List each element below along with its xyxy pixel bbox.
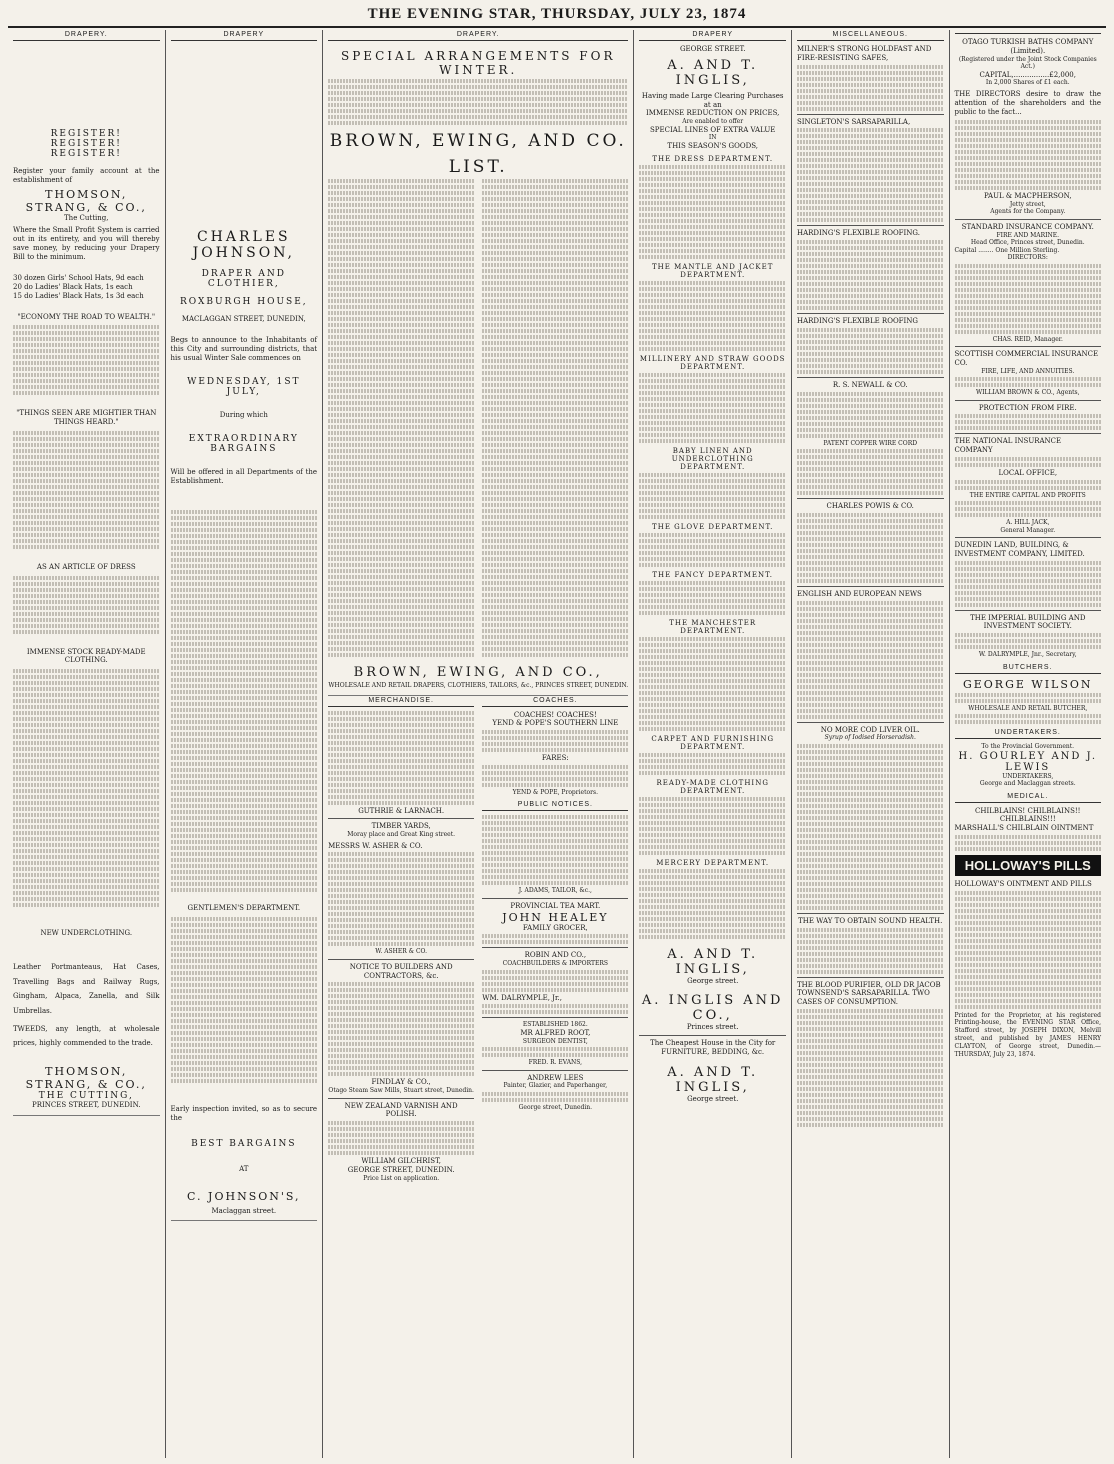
dept-manchester: THE MANCHESTER DEPARTMENT.: [669, 618, 757, 635]
provincial-govt: To the Provincial Government.: [981, 743, 1075, 751]
column-3: [323, 30, 634, 1458]
imprint: Printed for the Proprietor, at his registered Printing-house, the EVENING STAR Office, Stafford street, by JOSEPH DIXON, Melvill street, and published by JAMES HENRY CLAYTON, of George street, Dunedin.—THURSDAY, July 23, 1874.: [954, 1011, 1102, 1058]
firm-name: THOMSON, STRANG, & CO.,: [25, 188, 147, 215]
inglis-lines: SPECIAL LINES OF EXTRA VALUE: [650, 125, 776, 134]
dalrymple-secretary: W. DALRYMPLE, Jnr., Secretary,: [978, 651, 1077, 659]
holloways: HOLLOWAY'S OINTMENT AND PILLS: [954, 879, 1092, 888]
scottish: SCOTTISH COMMERCIAL INSURANCE CO.: [954, 350, 1099, 367]
undertakers-heading: UNDERTAKERS.: [955, 728, 1102, 739]
yend: YEND & POPE'S SOUTHERN LINE: [492, 719, 619, 728]
medical-heading: MEDICAL.: [955, 792, 1102, 803]
column-5: [792, 30, 950, 1458]
syrup: Syrup of Iodised Horseradish.: [824, 734, 916, 742]
johnson-ad: [171, 45, 318, 1221]
johnson-house: ROXBURGH HOUSE,: [179, 297, 308, 307]
inglis-street: GEORGE STREET.: [679, 45, 746, 53]
protection: PROTECTION FROM FIRE.: [978, 403, 1077, 412]
dept-ready: READY-MADE CLOTHING DEPARTMENT.: [656, 778, 769, 795]
masthead: THE EVENING STAR, THURSDAY, JULY 23, 1874: [8, 6, 1106, 28]
thomson-strang-ad: [13, 45, 160, 1116]
signature-place: THE CUTTING,: [38, 1090, 134, 1101]
dept-baby: BABY LINEN AND UNDERCLOTHING DEPARTMENT.: [671, 446, 754, 471]
inglis-intro: Having made Large Clearing Purchases at an: [641, 91, 784, 109]
registered: (Registered under the Joint Stock Companies Act.): [958, 55, 1097, 70]
hill-2: General Manager.: [1000, 526, 1056, 534]
fares: FARES:: [541, 754, 569, 762]
public-heading: PUBLIC NOTICES.: [482, 800, 628, 811]
johnson-sign-street: Maclaggan street.: [211, 1206, 277, 1215]
notice: NOTICE TO BUILDERS AND CONTRACTORS, &c.: [349, 962, 453, 980]
capital-2: Capital ........ One Million Sterling.: [954, 246, 1060, 254]
register-intro: Register your family account at the establishment of: [13, 167, 160, 185]
johnson-early: Early inspection invited, so as to secure the: [170, 1104, 318, 1122]
lees-3: George street, Dunedin.: [518, 1103, 593, 1111]
johnson-offered: Will be offered in all Departments of the Establishment.: [170, 467, 318, 485]
hill: A. HILL JACK,: [1006, 519, 1050, 527]
inglis-footer-3b: George street.: [687, 1094, 739, 1103]
johnson-at: AT: [239, 1164, 249, 1173]
asher-2: W. ASHER & CO.: [375, 948, 428, 956]
local-office: LOCAL OFFICE,: [998, 468, 1058, 477]
price-list-note: Price List on application.: [363, 1174, 440, 1182]
root: MR ALFRED ROOT,: [520, 1028, 591, 1037]
turkish-baths: OTAGO TURKISH BATHS COMPANY (Limited).: [962, 38, 1094, 55]
coaches-heading: COACHES.: [482, 696, 628, 707]
dept-mercery: MERCERY DEPARTMENT.: [656, 858, 770, 867]
sound-health: THE WAY TO OBTAIN SOUND HEALTH.: [798, 916, 943, 925]
newall: R. S. NEWALL & CO.: [832, 380, 908, 389]
paul: PAUL & MACPHERSON,: [983, 192, 1072, 201]
dept-dress: THE DRESS DEPARTMENT.: [652, 154, 774, 163]
column-4: [634, 30, 792, 1458]
brown-ewing-footer: BROWN, EWING, AND CO.,: [353, 665, 603, 680]
timber-2: Moray place and Great King street.: [347, 831, 456, 838]
inglis-footer-3: A. AND T. INGLIS,: [667, 1064, 759, 1095]
national: THE NATIONAL INSURANCE COMPANY: [954, 437, 1062, 455]
robin: ROBIN AND CO.,: [524, 951, 587, 960]
directors-text: THE DIRECTORS desire to draw the attention of the shareholders and the public to the fact...: [954, 89, 1102, 116]
column-heading: DRAPERY: [639, 30, 786, 41]
column-1: [8, 30, 166, 1458]
entire-capital: THE ENTIRE CAPITAL AND PROFITS: [969, 491, 1086, 499]
healey: JOHN HEALEY: [502, 910, 609, 924]
inglis-reduction: IMMENSE REDUCTION ON PRICES,: [646, 109, 780, 118]
inglis-footer-2b: Princes street.: [686, 1023, 739, 1032]
paul-2: Jetty street,: [1009, 200, 1046, 208]
inglis-in: IN: [708, 134, 717, 142]
cod-liver: NO MORE COD LIVER OIL.: [820, 725, 920, 734]
yend-2: YEND & POPE, Proprietors.: [512, 788, 598, 796]
inglis-footer-2: A. INGLIS AND CO.,: [641, 993, 784, 1024]
established: ESTABLISHED 1862.: [522, 1021, 588, 1029]
powis: CHARLES POWIS & CO.: [826, 502, 914, 510]
wire-cord: PATENT COPPER WIRE CORD: [823, 439, 918, 447]
reid: CHAS. REID, Manager.: [992, 335, 1063, 343]
johnson-best: BEST BARGAINS: [191, 1138, 297, 1149]
varnish: NEW ZEALAND VARNISH AND POLISH.: [344, 1101, 458, 1119]
harding: HARDING'S FLEXIBLE ROOFING.: [796, 229, 920, 238]
directors: DIRECTORS:: [1007, 254, 1048, 262]
column-heading: DRAPERY.: [13, 30, 160, 41]
merch-heading: MERCHANDISE.: [328, 696, 474, 707]
dept-fancy: THE FANCY DEPARTMENT.: [652, 570, 774, 579]
wilson: GEORGE WILSON: [962, 677, 1093, 691]
hat-line: 30 dozen Girls' School Hats, 9d each: [13, 274, 144, 283]
capital: CAPITAL,................£2,000,: [979, 70, 1076, 79]
column-heading: DRAPERY.: [328, 30, 628, 41]
gourley-2: UNDERTAKERS,: [1002, 772, 1054, 780]
inglis-footer-1b: George street.: [687, 976, 739, 985]
robin-2: COACHBUILDERS & IMPORTERS: [502, 960, 609, 967]
brown-agents: WILLIAM BROWN & CO., Agents,: [975, 389, 1080, 397]
findlay: FINDLAY & CO.,: [371, 1078, 431, 1087]
johnson-street: MACLAGGAN STREET, DUNEDIN,: [181, 315, 306, 323]
gilchrist: WILLIAM GILCHRIST,: [361, 1157, 441, 1165]
dept-glove: THE GLOVE DEPARTMENT.: [652, 522, 774, 531]
column-heading: MISCELLANEOUS.: [797, 30, 944, 41]
fire-life: FIRE, LIFE, AND ANNUITIES.: [981, 367, 1075, 375]
milner: MILNER'S STRONG HOLDFAST AND FIRE-RESISTING SAFES,: [796, 45, 932, 62]
harding-2: HARDING'S FLEXIBLE ROOFING: [796, 317, 919, 325]
special-heading: SPECIAL ARRANGEMENTS FOR WINTER.: [341, 49, 616, 77]
hats-list: [13, 274, 160, 300]
butchers-heading: BUTCHERS.: [955, 663, 1102, 674]
furniture: FURNITURE, BEDDING, &c.: [661, 1047, 765, 1056]
economy-heading: "ECONOMY THE ROAD TO WEALTH.": [17, 312, 156, 321]
blood-purifier: THE BLOOD PURIFIER, OLD DR JACOB TOWNSEND'S SARSAPARILLA. TWO CASES OF CONSUMPTION.: [796, 980, 941, 1006]
cheapest: The Cheapest House in the City for: [650, 1039, 776, 1047]
inglis-firm: A. AND T. INGLIS,: [667, 57, 759, 88]
inglis-footer-1: A. AND T. INGLIS,: [667, 946, 759, 977]
wholesale-butcher: WHOLESALE AND RETAIL BUTCHER,: [968, 704, 1088, 712]
price-list: [328, 177, 628, 659]
shares: In 2,000 Shares of £1 each.: [985, 79, 1070, 87]
lees-2: Painter, Glazier, and Paperhanger,: [503, 1082, 608, 1090]
sarsaparilla: SINGLETON'S SARSAPARILLA,: [796, 117, 911, 126]
inglis-goods: THIS SEASON'S GOODS,: [667, 141, 758, 150]
footer-text-1: Leather Portmanteaus, Hat Cases, Travelling Bags and Railway Rugs, Gingham, Alpaca, Zanella, and Silk Umbrellas.: [13, 962, 160, 1015]
column-heading: DRAPERY: [171, 30, 318, 41]
coaches-2: COACHES! COACHES!: [513, 710, 597, 719]
brown-ewing-name: BROWN, EWING, AND CO.: [329, 131, 627, 151]
findlay-2: Otago Steam Saw Mills, Stuart street, Dunedin.: [328, 1087, 474, 1094]
clothing-heading: IMMENSE STOCK READY-MADE CLOTHING.: [26, 647, 146, 665]
johnson-bargains: EXTRAORDINARY BARGAINS: [188, 433, 299, 454]
dalrymple: WM. DALRYMPLE, Jr.,: [482, 993, 562, 1002]
chilblains: CHILBLAINS! CHILBLAINS!! CHILBLAINS!!!: [975, 806, 1081, 824]
underclothing-heading: NEW UNDERCLOTHING.: [40, 929, 133, 938]
gents-heading: GENTLEMEN'S DEPARTMENT.: [187, 903, 301, 912]
hat-line: 15 do Ladies' Black Hats, 1s 3d each: [13, 291, 144, 300]
johnson-sign: C. JOHNSON'S,: [187, 1189, 301, 1203]
johnson-during: During which: [219, 411, 268, 420]
columns: [8, 30, 1106, 1458]
article-heading: AS AN ARTICLE OF DRESS: [36, 562, 136, 571]
timber: TIMBER YARDS,: [371, 822, 431, 831]
fire-marine: FIRE AND MARINE.: [996, 231, 1060, 239]
standard: STANDARD INSURANCE COMPANY.: [961, 222, 1094, 231]
holloways-pills-banner: HOLLOWAY'S PILLS: [955, 855, 1102, 876]
brown-ewing-ad: [328, 45, 628, 696]
dept-carpet: CARPET AND FURNISHING DEPARTMENT.: [651, 734, 775, 751]
imperial: THE IMPERIAL BUILDING AND INVESTMENT SOCIETY.: [970, 613, 1086, 631]
footer-text-2: TWEEDS, any length, at wholesale prices, highly commended to the trade.: [13, 1024, 160, 1048]
adams: J. ADAMS, TAILOR, &c.,: [518, 887, 592, 895]
register-heading: REGISTER! REGISTER! REGISTER!: [50, 129, 122, 159]
johnson-name: CHARLES JOHNSON,: [192, 229, 295, 261]
column-heading: [955, 30, 1102, 34]
brown-ewing-footer-2: WHOLESALE AND RETAIL DRAPERS, CLOTHIERS, TAILORS, &c., PRINCES STREET, DUNEDIN.: [328, 682, 629, 689]
lees: ANDREW LEES: [527, 1073, 584, 1082]
guthrie: GUTHRIE & LARNACH.: [358, 806, 445, 815]
firm-body: Where the Small Profit System is carried out in its entirety, and you will thereby save money, by reducing your Drapery Bill to the minimum.: [13, 225, 160, 262]
evans: FRED. R. EVANS,: [528, 1059, 583, 1066]
asher: MESSRS W. ASHER & CO.: [328, 841, 423, 850]
surgeon: SURGEON DENTIST,: [522, 1037, 588, 1045]
inglis-enabled: Are enabled to offer: [682, 118, 744, 125]
col3-right: [482, 696, 628, 1183]
col3-left: [328, 696, 474, 1183]
firm-place: The Cutting,: [64, 214, 109, 223]
johnson-day: WEDNESDAY, 1ST JULY,: [187, 377, 301, 398]
head-office: Head Office, Princes street, Dunedin.: [970, 239, 1085, 247]
dunedin-land: DUNEDIN LAND, BUILDING, & INVESTMENT COMPANY, LIMITED.: [954, 541, 1085, 558]
list-heading: LIST.: [448, 157, 508, 177]
signature-street: PRINCES STREET, DUNEDIN.: [32, 1100, 141, 1109]
dept-millinery: MILLINERY AND STRAW GOODS DEPARTMENT.: [639, 354, 786, 371]
grocer: FAMILY GROCER,: [522, 923, 588, 932]
gilchrist-2: GEORGE STREET, DUNEDIN.: [347, 1165, 455, 1174]
marshall: MARSHALL'S CHILBLAIN OINTMENT: [954, 824, 1094, 833]
news: ENGLISH AND EUROPEAN NEWS: [796, 589, 922, 598]
johnson-trade: DRAPER AND CLOTHIER,: [201, 269, 286, 289]
column-2: [166, 30, 324, 1458]
gourley: H. GOURLEY AND J. LEWIS: [958, 750, 1098, 773]
tea: PROVINCIAL TEA MART.: [510, 901, 601, 910]
hat-line: 20 do Ladies' Black Hats, 1s each: [13, 283, 133, 292]
things-heading: "THINGS SEEN ARE MIGHTIER THAN THINGS HEARD.": [16, 409, 157, 427]
dept-mantle: THE MANTLE AND JACKET DEPARTMENT.: [652, 262, 774, 279]
johnson-intro: Begs to announce to the Inhabitants of this City and surrounding districts, that his usual Winter Sale commences on: [170, 335, 318, 362]
column-6: [950, 30, 1107, 1458]
signature-firm: THOMSON, STRANG, & CO.,: [25, 1064, 147, 1091]
gourley-3: George and Maclaggan streets.: [979, 780, 1076, 788]
paul-3: Agents for the Company.: [990, 208, 1066, 216]
